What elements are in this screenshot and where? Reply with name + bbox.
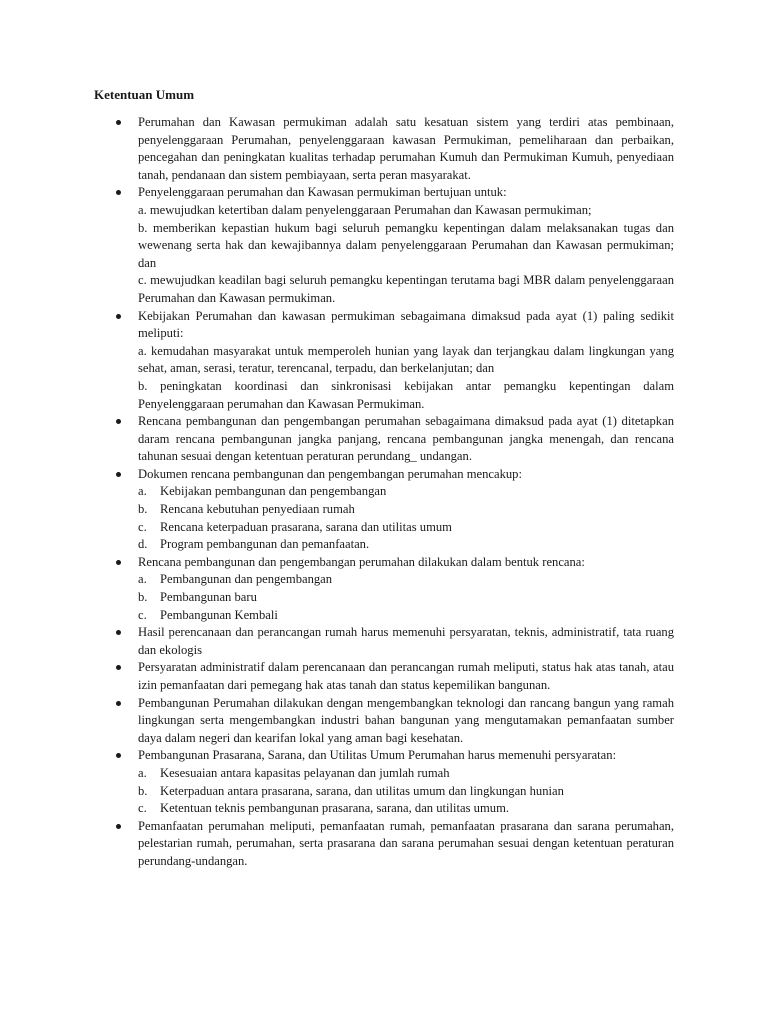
sub-list <box>138 571 674 624</box>
document-page <box>94 86 674 871</box>
sub-paragraph: c. mewujudkan keadilan bagi seluruh pemangku kepentingan terutama bagi MBR dalam penyelenggaraan Perumahan dan Kawasan permukiman. <box>138 273 674 305</box>
sub-list-marker: c. <box>138 519 147 534</box>
bullet-item <box>94 624 674 659</box>
bullet-text: Rencana pembangunan dan pengembangan perumahan dilakukan dalam bentuk rencana: <box>138 554 585 569</box>
sub-list-item <box>138 483 674 501</box>
bullet-dot-icon <box>116 120 121 125</box>
sub-paragraph: a. mewujudkan ketertiban dalam penyelenggaraan Perumahan dan Kawasan permukiman; <box>138 202 592 217</box>
sub-list-text: Pembangunan Kembali <box>160 607 278 622</box>
bullet-dot-icon <box>116 753 121 758</box>
bullet-text: Pembangunan Perumahan dilakukan dengan mengembangkan teknologi dan rancang bangun yang ramah lingkungan serta mengembangkan industri bahan bangunan yang mengutamakan pemanfaatan sumber daya dalam negeri dan kearifan lokal yang aman bagi kesehatan. <box>138 695 674 745</box>
bullet-item <box>94 659 674 694</box>
bullet-item <box>94 695 674 748</box>
sub-list-marker: a. <box>138 765 147 780</box>
sub-list-item <box>138 501 674 519</box>
bullet-item <box>94 554 674 624</box>
sub-list-marker: c. <box>138 801 147 816</box>
document-title: Ketentuan Umum <box>94 87 195 102</box>
bullet-item <box>94 466 674 554</box>
bullet-text: Pembangunan Prasarana, Sarana, dan Utilitas Umum Perumahan harus memenuhi persyaratan: <box>138 748 617 763</box>
sub-list-text: Keterpaduan antara prasarana, sarana, dan utilitas umum dan lingkungan hunian <box>160 783 564 798</box>
sub-paragraph: b. peningkatan koordinasi dan sinkronisasi kebijakan antar pemangku kepentingan dalam Penyelenggaraan perumahan dan Kawasan Permukiman. <box>138 378 674 411</box>
sub-list-item <box>138 589 674 607</box>
sub-list <box>138 483 674 553</box>
bullet-item <box>94 184 674 307</box>
sub-list <box>138 765 674 818</box>
bullet-text: Dokumen rencana pembangunan dan pengembangan perumahan mencakup: <box>138 466 522 481</box>
sub-list-text: Rencana kebutuhan penyediaan rumah <box>160 502 355 517</box>
sub-list-item <box>138 765 674 783</box>
sub-list-text: Kesesuaian antara kapasitas pelayanan dan jumlah rumah <box>160 765 450 780</box>
sub-list-text: Pembangunan baru <box>160 590 257 605</box>
sub-list-marker: b. <box>138 783 148 798</box>
bullet-item <box>94 747 674 817</box>
sub-list-text: Program pembangunan dan pemanfaatan. <box>160 537 370 552</box>
bullet-dot-icon <box>116 190 121 195</box>
bullet-text: Rencana pembangunan dan pengembangan perumahan sebagaimana dimaksud pada ayat (1) ditetapkan daram rencana pembangunan jangka panjang, rencana pembangunan jangka menengah, dan rencana tahunan sesuai dengan ketentuan peraturan perundang_ undangan. <box>138 414 674 464</box>
sub-list-item <box>138 571 674 589</box>
bullet-item <box>94 818 674 871</box>
bullet-list <box>94 114 674 871</box>
bullet-text: Penyelenggaraan perumahan dan Kawasan permukiman bertujuan untuk: <box>138 185 507 200</box>
bullet-item <box>94 114 674 184</box>
sub-list-marker: b. <box>138 590 148 605</box>
sub-list-text: Ketentuan teknis pembangunan prasarana, sarana, dan utilitas umum. <box>160 801 510 816</box>
bullet-dot-icon <box>116 314 121 319</box>
sub-list-marker: d. <box>138 537 148 552</box>
bullet-dot-icon <box>116 472 121 477</box>
sub-list-item <box>138 536 674 554</box>
sub-list-text: Rencana keterpaduan prasarana, sarana dan utilitas umum <box>160 519 452 534</box>
bullet-dot-icon <box>116 665 121 670</box>
sub-list-item <box>138 800 674 818</box>
bullet-dot-icon <box>116 824 121 829</box>
sub-list-item <box>138 519 674 537</box>
bullet-item <box>94 413 674 466</box>
bullet-text: Pemanfaatan perumahan meliputi, pemanfaatan rumah, pemanfaatan prasarana dan sarana perumahan, pelestarian rumah, perumahan, serta prasarana dan sarana perumahan sesuai dengan ketentuan peraturan perundang-undangan. <box>138 818 674 868</box>
bullet-dot-icon <box>116 701 121 706</box>
bullet-dot-icon <box>116 630 121 635</box>
bullet-text: Kebijakan Perumahan dan kawasan permukiman sebagaimana dimaksud pada ayat (1) paling sedikit meliputi: <box>138 308 674 341</box>
sub-list-item <box>138 607 674 625</box>
sub-list-item <box>138 783 674 801</box>
sub-list-marker: c. <box>138 607 147 622</box>
sub-list-marker: b. <box>138 502 148 517</box>
bullet-text: Persyaratan administratif dalam perencanaan dan perancangan rumah meliputi, status hak atas tanah, atau izin pemanfaatan dari pemegang hak atas tanah dan status kepemilikan bangunan. <box>138 660 674 692</box>
sub-list-text: Pembangunan dan pengembangan <box>160 572 333 587</box>
sub-list-marker: a. <box>138 572 147 587</box>
sub-paragraph: b. memberikan kepastian hukum bagi seluruh pemangku kepentingan dalam melaksanakan tugas dan wewenang serta hak dan kewajibannya dalam penyelenggaraan Perumahan dan Kawasan permukiman; dan <box>138 220 674 270</box>
sub-paragraph: a. kemudahan masyarakat untuk memperoleh hunian yang layak dan terjangkau dalam lingkungan yang sehat, aman, serasi, teratur, terencanal, terpadu, dan berkelanjutan; dan <box>138 343 674 376</box>
sub-list-marker: a. <box>138 484 147 499</box>
bullet-dot-icon <box>116 560 121 565</box>
sub-list-text: Kebijakan pembangunan dan pengembangan <box>160 484 387 499</box>
bullet-dot-icon <box>116 419 121 424</box>
bullet-text: Hasil perencanaan dan perancangan rumah harus memenuhi persyaratan, teknis, administratif, tata ruang dan ekologis <box>138 625 674 657</box>
bullet-text: Perumahan dan Kawasan permukiman adalah satu kesatuan sistem yang terdiri atas pembinaan, penyelenggaraan Perumahan, penyelenggaraan kawasan Permukiman, pemeliharaan dan perbaikan, pencegahan dan peningkatan kualitas terhadap perumahan Kumuh dan Permukiman Kumuh, penyediaan tanah, pendanaan dan sistem pembiayaan, serta peran masyarakat. <box>138 115 674 182</box>
bullet-item <box>94 308 674 414</box>
